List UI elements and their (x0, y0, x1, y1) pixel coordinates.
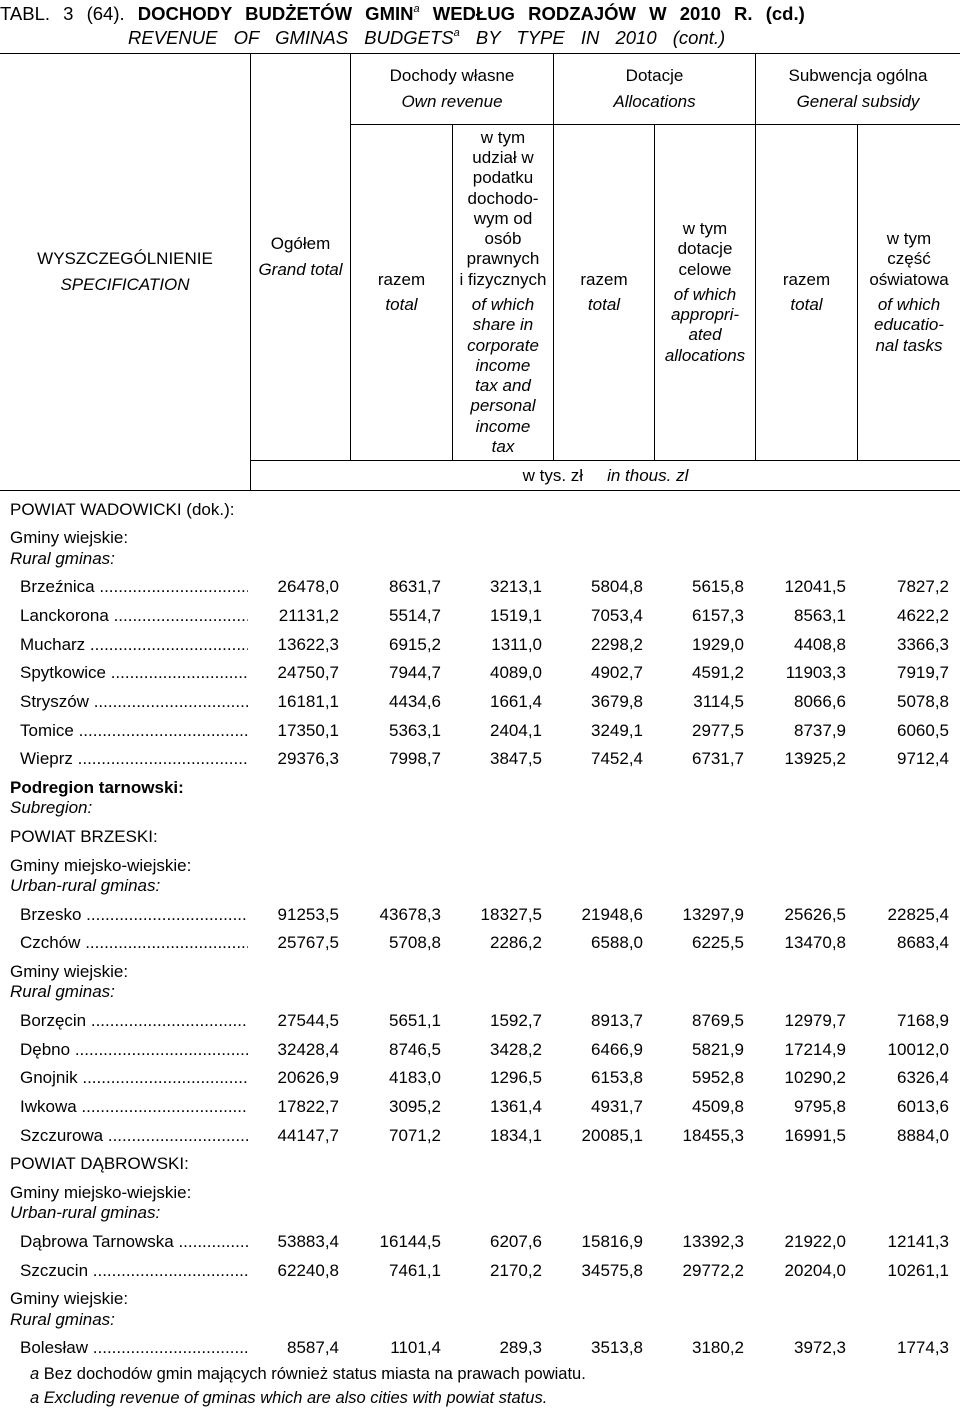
row-label (0, 1334, 248, 1363)
cell-educational-subsidy: 12141,3 (887, 1231, 949, 1251)
gmina-name: Dąbrowa Tarnowska (20, 1231, 174, 1251)
row-label (0, 717, 248, 746)
column-header-line: income (475, 355, 531, 375)
gmina-name: Lanckorona (20, 606, 109, 626)
column-header-pl (678, 219, 733, 280)
cell-educational-subsidy: 10261,1 (887, 1260, 949, 1280)
cell-general-subsidy-total: 9795,8 (794, 1096, 846, 1116)
cell-own-revenue-total: 3095,2 (389, 1096, 441, 1116)
units-label-pl: w tys. zł (522, 465, 584, 485)
heading-pl: Gminy wiejskie: (10, 1289, 129, 1309)
column-header-pl (378, 270, 425, 290)
cell-educational-subsidy: 8683,4 (897, 933, 949, 953)
cell-grand-total: 27544,5 (277, 1011, 339, 1031)
column-header-line: of which (471, 295, 535, 314)
cell-income-tax-share: 2286,2 (490, 933, 542, 953)
cell-grand-total: 20626,9 (277, 1068, 339, 1088)
heading-en: Urban-rural gminas: (10, 1203, 161, 1223)
heading-pl: POWIAT DĄBROWSKI: (10, 1154, 189, 1174)
cell-allocations-total: 34575,8 (581, 1260, 643, 1280)
cell-appropriated-allocations: 3180,2 (692, 1338, 744, 1358)
row-label (0, 1036, 248, 1065)
row-label (0, 631, 248, 660)
cell-own-revenue-total: 7071,2 (389, 1125, 441, 1145)
column-header-line: total (790, 295, 823, 314)
group-header-general-subsidy (756, 54, 960, 124)
row-label (0, 1064, 248, 1093)
cell-allocations-total: 8913,7 (591, 1011, 643, 1031)
column-header-line: wym od (473, 208, 533, 228)
cell-grand-total: 53883,4 (277, 1231, 339, 1251)
cell-allocations-total: 6153,8 (591, 1068, 643, 1088)
cell-educational-subsidy: 10012,0 (887, 1039, 949, 1059)
cell-own-revenue-total: 4183,0 (389, 1068, 441, 1088)
column-header-en (467, 295, 539, 457)
table-title-english (128, 27, 725, 49)
footnote-en (30, 1386, 586, 1410)
cell-appropriated-allocations: 3114,5 (693, 691, 744, 711)
cell-own-revenue-total: 7998,7 (389, 749, 441, 769)
group-header-allocations (554, 54, 755, 124)
gmina-name: Tomice (20, 720, 74, 740)
cell-general-subsidy-total: 11903,3 (785, 663, 846, 683)
cell-income-tax-share: 1592,7 (490, 1011, 542, 1031)
column-header-pl (580, 270, 627, 290)
cell-allocations-total: 6466,9 (591, 1039, 643, 1059)
table-row (0, 929, 960, 958)
heading-pl: Gminy miejsko-wiejskie: (10, 1182, 192, 1202)
column-header-line: tax (491, 437, 515, 457)
cell-educational-subsidy: 1774,3 (897, 1338, 949, 1358)
group-header-en: Allocations (613, 91, 696, 111)
footnote-text: Bez dochodów gmin mających również status miasta na prawach powiatu. (43, 1365, 586, 1383)
table-row (0, 1007, 960, 1036)
cell-general-subsidy-total: 21922,0 (784, 1231, 846, 1251)
cell-grand-total: 44147,7 (277, 1125, 339, 1145)
cell-own-revenue-total: 6915,2 (389, 634, 441, 654)
column-header-line: of which (877, 295, 941, 314)
column-header-en (874, 295, 944, 356)
cell-grand-total: 62240,8 (277, 1260, 339, 1280)
cell-allocations-total: 21948,6 (581, 904, 643, 924)
column-header-en (665, 285, 745, 366)
column-header-line: dochodo- (467, 188, 539, 208)
column-header-line: of which (673, 284, 737, 304)
column-header-line: celowe (678, 259, 732, 279)
column-header-line: appropri- (670, 305, 740, 325)
table-row (0, 745, 960, 774)
row-label (0, 901, 248, 930)
stub-header-en: SPECIFICATION (60, 274, 190, 294)
cell-appropriated-allocations: 8769,5 (692, 1011, 744, 1031)
powiat-heading (0, 823, 960, 852)
cell-general-subsidy-total: 4408,8 (794, 634, 846, 654)
column-header-pl (869, 229, 948, 290)
footnote-mark: a (30, 1365, 40, 1383)
group-header-pl: Dochody własne (389, 66, 515, 86)
column-header-pl (460, 128, 547, 290)
cell-general-subsidy-total: 10290,2 (784, 1068, 846, 1088)
units-label-en: in thous. zl (607, 465, 689, 485)
cell-general-subsidy-total: 8066,6 (794, 691, 846, 711)
gmina-type-heading (0, 1179, 960, 1228)
column-header-line: razem (782, 269, 831, 289)
cell-educational-subsidy: 9712,4 (897, 749, 949, 769)
cell-income-tax-share: 1661,4 (490, 691, 542, 711)
cell-educational-subsidy: 4622,2 (897, 606, 949, 626)
cell-grand-total: 13622,3 (277, 634, 339, 654)
cell-allocations-total: 20085,1 (581, 1125, 643, 1145)
cell-general-subsidy-total: 3972,3 (794, 1338, 846, 1358)
group-header-en: General subsidy (796, 91, 920, 111)
footnote-reference: a (453, 27, 460, 39)
cell-grand-total: 17822,7 (277, 1096, 339, 1116)
cell-grand-total: 21131,2 (278, 606, 339, 626)
table-title-main-en: REVENUE OF GMINAS BUDGETS (128, 27, 454, 48)
cell-own-revenue-total: 8631,7 (389, 577, 441, 597)
heading-pl: Gminy wiejskie: (10, 961, 129, 981)
cell-own-revenue-total: 43678,3 (379, 904, 441, 924)
table-row (0, 659, 960, 688)
cell-grand-total: 25767,5 (277, 933, 339, 953)
table-row (0, 573, 960, 602)
cell-grand-total: 32428,4 (277, 1039, 339, 1059)
cell-allocations-total: 3249,1 (591, 720, 643, 740)
cell-grand-total: 26478,0 (277, 577, 339, 597)
table-row (0, 901, 960, 930)
row-label (0, 745, 248, 774)
cell-income-tax-share: 1519,1 (490, 606, 542, 626)
column-header-line: total (587, 295, 621, 314)
group-header-pl: Subwencja ogólna (788, 66, 928, 86)
table-row (0, 1334, 960, 1363)
cell-general-subsidy-total: 16991,5 (784, 1125, 846, 1145)
column-header-line: ated (688, 325, 722, 345)
cell-income-tax-share: 2170,2 (490, 1260, 542, 1280)
column-header-line: i fizycznych (459, 269, 547, 289)
table-body (0, 496, 960, 1363)
heading-pl: POWIAT BRZESKI: (10, 826, 158, 846)
cell-appropriated-allocations: 6157,3 (692, 606, 744, 626)
cell-allocations-total: 3513,8 (591, 1338, 643, 1358)
column-header-line: dotacje (677, 239, 733, 259)
table-title-main: DOCHODY BUDŻETÓW GMIN (137, 3, 414, 24)
powiat-heading (0, 496, 960, 525)
cell-income-tax-share: 1834,1 (490, 1125, 542, 1145)
table-number: TABL. 3 (64). (0, 3, 125, 24)
grand-total-header-en: Grand total (258, 259, 343, 279)
row-label (0, 602, 248, 631)
cell-educational-subsidy: 6060,5 (897, 720, 949, 740)
column-header-line: podatku (472, 168, 534, 188)
gmina-type-heading (0, 852, 960, 901)
column-header-line: income (475, 416, 531, 436)
column-header-line: w tym (480, 127, 526, 147)
cell-educational-subsidy: 8884,0 (897, 1125, 949, 1145)
column-header-appropriated-allocations (655, 125, 755, 460)
table-row (0, 1228, 960, 1257)
gmina-type-heading (0, 958, 960, 1007)
column-header-allocations-total (554, 125, 654, 460)
cell-educational-subsidy: 6013,6 (897, 1096, 949, 1116)
subregion-heading (0, 774, 960, 823)
cell-general-subsidy-total: 25626,5 (784, 904, 846, 924)
footnote-pl (30, 1362, 586, 1386)
table-row (0, 631, 960, 660)
cell-appropriated-allocations: 5615,8 (692, 577, 744, 597)
column-header-line: część (887, 249, 931, 269)
heading-en: Subregion: (10, 798, 93, 818)
table-title-rest-en: BY TYPE IN 2010 (cont.) (475, 27, 726, 48)
cell-general-subsidy-total: 12979,7 (784, 1011, 846, 1031)
cell-appropriated-allocations: 5952,8 (692, 1068, 744, 1088)
cell-allocations-total: 7053,4 (591, 606, 643, 626)
row-label (0, 573, 248, 602)
footnote-text: Excluding revenue of gminas which are also cities with powiat status. (43, 1389, 548, 1407)
cell-income-tax-share: 2404,1 (490, 720, 542, 740)
gmina-name: Borzęcin (20, 1011, 87, 1031)
cell-educational-subsidy: 6326,4 (897, 1068, 949, 1088)
cell-income-tax-share: 3428,2 (490, 1039, 542, 1059)
column-header-educational-subsidy (858, 125, 960, 460)
cell-grand-total: 91253,5 (277, 904, 339, 924)
cell-allocations-total: 4902,7 (591, 663, 643, 683)
stub-header-pl: WYSZCZEGÓLNIENIE (37, 249, 213, 269)
gmina-name: Szczucin (20, 1260, 89, 1280)
cell-allocations-total: 15816,9 (581, 1231, 643, 1251)
gmina-name: Gnojnik (20, 1068, 78, 1088)
cell-income-tax-share: 289,3 (499, 1338, 542, 1358)
table-row (0, 688, 960, 717)
row-label (0, 1007, 248, 1036)
gmina-type-heading (0, 524, 960, 573)
gmina-name: Brzeźnica (20, 577, 95, 597)
cell-allocations-total: 2298,2 (591, 634, 643, 654)
gmina-name: Spytkowice (20, 663, 106, 683)
footnotes (30, 1362, 586, 1410)
powiat-heading (0, 1150, 960, 1179)
cell-appropriated-allocations: 29772,2 (682, 1260, 744, 1280)
cell-general-subsidy-total: 12041,5 (784, 577, 846, 597)
gmina-name: Stryszów (20, 691, 89, 711)
column-header-en (385, 295, 417, 315)
cell-general-subsidy-total: 13470,8 (784, 933, 846, 953)
cell-appropriated-allocations: 18455,3 (682, 1125, 744, 1145)
cell-income-tax-share: 1296,5 (490, 1068, 542, 1088)
column-header-line: tax and (475, 376, 531, 396)
stub-header (0, 54, 250, 490)
cell-grand-total: 16181,1 (277, 691, 339, 711)
table-row (0, 717, 960, 746)
table-row (0, 1257, 960, 1286)
cell-allocations-total: 4931,7 (591, 1096, 643, 1116)
cell-own-revenue-total: 8746,5 (389, 1039, 441, 1059)
units-row (251, 461, 960, 490)
heading-en: Rural gminas: (10, 982, 115, 1002)
column-header-subsidy-total (756, 125, 857, 460)
table-row (0, 602, 960, 631)
table-row (0, 1093, 960, 1122)
column-header-own-revenue-total (351, 125, 452, 460)
cell-income-tax-share: 1311,0 (491, 634, 542, 654)
row-label (0, 1093, 248, 1122)
grand-total-header-pl: Ogółem (270, 234, 331, 254)
heading-pl: Gminy wiejskie: (10, 528, 129, 548)
column-header-line: share in (472, 315, 534, 335)
column-header-line: prawnych (466, 249, 540, 269)
column-header-line: nal tasks (875, 335, 943, 355)
cell-appropriated-allocations: 2977,5 (692, 720, 744, 740)
cell-income-tax-share: 18327,5 (480, 904, 542, 924)
cell-educational-subsidy: 7827,2 (897, 577, 949, 597)
row-label (0, 1122, 248, 1151)
row-label (0, 688, 248, 717)
cell-appropriated-allocations: 4509,8 (692, 1096, 744, 1116)
column-header-line: corporate (467, 335, 539, 355)
grand-total-header (251, 54, 350, 460)
cell-own-revenue-total: 5708,8 (389, 933, 441, 953)
cell-general-subsidy-total: 13925,2 (784, 749, 846, 769)
column-header-en (588, 295, 620, 315)
cell-appropriated-allocations: 13392,3 (682, 1231, 744, 1251)
cell-grand-total: 24750,7 (277, 663, 339, 683)
cell-appropriated-allocations: 6225,5 (692, 933, 744, 953)
cell-grand-total: 8587,4 (287, 1338, 339, 1358)
gmina-name: Brzesko (20, 904, 82, 924)
table-row (0, 1122, 960, 1151)
column-header-line: w tym (886, 229, 932, 249)
cell-own-revenue-total: 16144,5 (379, 1231, 441, 1251)
cell-income-tax-share: 3847,5 (490, 749, 542, 769)
table-row (0, 1064, 960, 1093)
cell-appropriated-allocations: 5821,9 (692, 1039, 744, 1059)
column-header-line: razem (377, 269, 426, 289)
gmina-name: Mucharz (20, 634, 86, 654)
gmina-name: Dębno (20, 1039, 71, 1059)
heading-pl: Podregion tarnowski: (10, 777, 184, 797)
column-header-income-tax-share (453, 125, 553, 460)
gmina-name: Szczurowa (20, 1125, 104, 1145)
column-header-line: allocations (664, 345, 746, 365)
footnote-mark: a (30, 1389, 40, 1407)
column-header-line: educatio- (874, 315, 944, 335)
cell-general-subsidy-total: 8563,1 (794, 606, 846, 626)
heading-pl: Gminy miejsko-wiejskie: (10, 855, 192, 875)
cell-general-subsidy-total: 17214,9 (784, 1039, 846, 1059)
column-header-line: razem (580, 269, 628, 289)
table-title-rest: WEDŁUG RODZAJÓW W 2010 R. (cd.) (432, 3, 805, 24)
cell-income-tax-share: 1361,4 (490, 1096, 542, 1116)
cell-appropriated-allocations: 4591,2 (692, 663, 744, 683)
cell-own-revenue-total: 5363,1 (389, 720, 441, 740)
cell-general-subsidy-total: 20204,0 (784, 1260, 846, 1280)
cell-income-tax-share: 6207,6 (490, 1231, 542, 1251)
cell-educational-subsidy: 3366,3 (897, 634, 949, 654)
cell-own-revenue-total: 7461,1 (389, 1260, 441, 1280)
heading-en: Urban-rural gminas: (10, 876, 161, 896)
cell-own-revenue-total: 5514,7 (389, 606, 441, 626)
cell-appropriated-allocations: 13297,9 (682, 904, 744, 924)
cell-allocations-total: 3679,8 (591, 691, 643, 711)
cell-educational-subsidy: 22825,4 (887, 904, 949, 924)
cell-own-revenue-total: 7944,7 (389, 663, 441, 683)
cell-own-revenue-total: 5651,1 (389, 1011, 441, 1031)
cell-income-tax-share: 4089,0 (490, 663, 542, 683)
cell-educational-subsidy: 5078,8 (897, 691, 949, 711)
row-label (0, 929, 248, 958)
group-header-pl: Dotacje (625, 66, 684, 86)
cell-educational-subsidy: 7168,9 (897, 1011, 949, 1031)
cell-grand-total: 29376,3 (277, 749, 339, 769)
heading-en: Rural gminas: (10, 548, 115, 568)
column-header-line: w tym (682, 218, 728, 238)
heading-pl: POWIAT WADOWICKI (dok.): (10, 499, 235, 519)
column-header-line: oświatowa (869, 269, 949, 289)
gmina-name: Iwkowa (20, 1096, 77, 1116)
table-title-polish (0, 3, 805, 25)
group-header-own-revenue (351, 54, 553, 124)
gmina-name: Bolesław (20, 1338, 89, 1358)
cell-allocations-total: 5804,8 (591, 577, 643, 597)
gmina-name: Czchów (20, 933, 81, 953)
column-header-line: total (385, 295, 418, 314)
header-bottom-border (0, 490, 960, 491)
cell-general-subsidy-total: 8737,9 (794, 720, 846, 740)
column-header-line: personal (470, 396, 536, 416)
cell-educational-subsidy: 7919,7 (897, 663, 949, 683)
gmina-type-heading (0, 1285, 960, 1334)
cell-allocations-total: 7452,4 (591, 749, 643, 769)
cell-grand-total: 17350,1 (277, 720, 339, 740)
row-label (0, 1228, 248, 1257)
column-header-en (790, 295, 822, 315)
group-header-en: Own revenue (401, 91, 503, 111)
row-label (0, 659, 248, 688)
cell-income-tax-share: 3213,1 (490, 577, 542, 597)
gmina-name: Wieprz (20, 749, 73, 769)
column-header-line: udział w (472, 147, 534, 167)
table-row (0, 1036, 960, 1065)
column-header-line: osób (484, 229, 522, 249)
column-header-pl (783, 270, 830, 290)
cell-own-revenue-total: 4434,6 (389, 691, 441, 711)
cell-allocations-total: 6588,0 (591, 933, 643, 953)
heading-en: Rural gminas: (10, 1309, 115, 1329)
footnote-reference: a (413, 3, 420, 15)
cell-appropriated-allocations: 1929,0 (692, 634, 744, 654)
cell-own-revenue-total: 1101,4 (390, 1338, 441, 1358)
cell-appropriated-allocations: 6731,7 (692, 749, 744, 769)
row-label (0, 1257, 248, 1286)
